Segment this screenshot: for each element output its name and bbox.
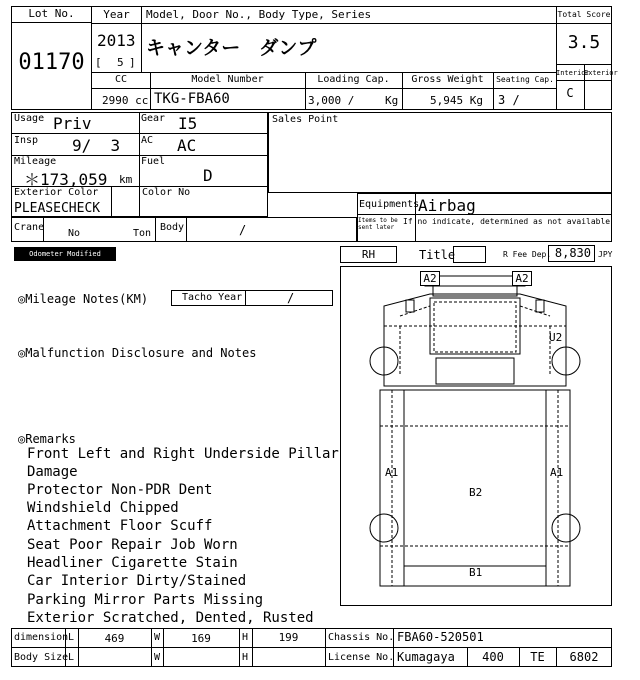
divider: [325, 628, 326, 667]
remark-line: Front Left and Right Underside Pillar: [27, 446, 339, 462]
color-no-label: Color No: [142, 187, 191, 198]
ext-color-label: Exterior Color: [14, 187, 99, 198]
ac-label: AC: [141, 135, 154, 146]
model-name: キャンター ダンプ: [146, 37, 317, 59]
remark-line: Damage: [27, 464, 78, 480]
remark-line: Attachment Floor Scuff: [27, 518, 213, 534]
mileage-unit: km: [119, 173, 133, 186]
model-number: TKG-FBA60: [154, 91, 230, 107]
divider: [111, 186, 112, 217]
year-sub-value: 5: [117, 56, 124, 69]
steering-side: RH: [340, 246, 397, 263]
mark-a2-right: A2: [512, 271, 532, 286]
divider: [151, 628, 152, 667]
title-value-box: [453, 246, 486, 263]
ac-value: AC: [177, 136, 197, 155]
rfee-label: R Fee Dep.: [503, 250, 552, 259]
interior-label: Interior: [556, 69, 590, 77]
rfee-unit: JPY: [598, 250, 613, 259]
cc-value: 2990 cc: [102, 94, 149, 107]
remark-line: Parking Mirror Parts Missing: [27, 592, 264, 608]
size-w-label: W: [154, 652, 161, 663]
items-later-label: Items to be sent later: [358, 217, 398, 231]
divider: [11, 647, 612, 648]
body-label: Body: [160, 222, 185, 233]
tacho-value: /: [287, 291, 295, 305]
sales-point-label: Sales Point: [272, 114, 339, 125]
dim-w-value: 169: [191, 632, 211, 645]
seating-label: Seating Cap.: [496, 75, 554, 84]
title-label: Title: [419, 248, 456, 262]
year-label: Year: [103, 8, 130, 21]
divider: [11, 133, 268, 134]
dimension-label: dimension: [14, 632, 69, 643]
equipments-label: Equipments: [359, 199, 420, 210]
dim-h-label: H: [242, 632, 249, 643]
lot-number: 01170: [18, 50, 85, 75]
divider: [141, 6, 142, 72]
tacho-label: Tacho Year: [182, 292, 243, 303]
seating-value: 3 /: [498, 93, 520, 107]
divider: [186, 217, 187, 242]
rfee-value: 8,830: [548, 245, 595, 262]
interior-score: C: [566, 86, 574, 100]
malfunction-label: ◎Malfunction Disclosure and Notes: [18, 346, 257, 360]
license-label: License No.: [328, 652, 395, 663]
remark-line: Car Interior Dirty/Stained: [27, 573, 247, 589]
remark-line: Windshield Chipped: [27, 500, 179, 516]
fuel-label: Fuel: [141, 156, 166, 167]
remark-line: Protector Non-PDR Dent: [27, 482, 213, 498]
dim-w-label: W: [154, 632, 161, 643]
usage-value: Priv: [53, 114, 92, 133]
cc-label: CC: [114, 74, 128, 85]
year-value: 2013: [97, 31, 136, 50]
model-label: Model, Door No., Body Type, Series: [146, 8, 372, 21]
chassis-label: Chassis No.: [328, 632, 395, 643]
insp-label: Insp: [14, 135, 39, 146]
equipments-value: Airbag: [418, 196, 476, 215]
mark-u2: U2: [549, 331, 563, 344]
items-note: If no indicate, determined as not available: [403, 217, 611, 226]
mileage-notes-label: ◎Mileage Notes(KM): [18, 292, 149, 306]
remarks-label: ◎Remarks: [18, 432, 76, 446]
truck-diagram: [340, 266, 612, 606]
size-l-label: L: [68, 652, 75, 663]
license-kana: TE: [530, 650, 545, 664]
gross-label: Gross Weight: [411, 74, 484, 85]
gear-label: Gear: [141, 113, 166, 124]
mark-b2: B2: [469, 486, 483, 499]
mileage-label: Mileage: [14, 156, 57, 167]
crane-value: No: [68, 228, 81, 239]
mark-a2-left: A2: [420, 271, 440, 286]
remark-line: Exterior Scratched, Dented, Rusted: [27, 610, 314, 626]
year-sub-open: [: [95, 56, 102, 69]
dim-h-value: 199: [278, 631, 299, 644]
year-sub-close: ]: [129, 56, 136, 69]
crane-unit: Ton: [133, 228, 152, 239]
loading-label: Loading Cap.: [317, 74, 390, 85]
exterior-label: Exterior: [584, 69, 618, 77]
mark-a1-right: A1: [550, 466, 564, 479]
body-value: /: [239, 223, 247, 237]
mark-b1: B1: [469, 566, 483, 579]
loading-value: 3,000 /: [308, 94, 355, 107]
remark-line: Headliner Cigarette Stain: [27, 555, 238, 571]
model-number-label: Model Number: [191, 74, 264, 85]
dim-l-value: 469: [104, 632, 125, 645]
mark-a1-left: A1: [385, 466, 399, 479]
mileage-value: ＊173,059: [24, 170, 108, 189]
license-class: 400: [482, 650, 504, 664]
divider: [139, 112, 140, 217]
chassis-no: FBA60-520501: [397, 630, 484, 644]
divider: [245, 290, 246, 306]
ext-color-value: PLEASECHECK: [14, 201, 101, 216]
usage-label: Usage: [14, 113, 45, 124]
body-size-label: Body Size: [14, 652, 69, 663]
insp-value: 9/ 3: [72, 136, 121, 155]
remark-line: Seat Poor Repair Job Worn: [27, 537, 238, 553]
size-h-label: H: [242, 652, 249, 663]
total-score: 3.5: [567, 32, 601, 53]
divider: [155, 217, 156, 242]
license-number: 6802: [569, 650, 599, 664]
dim-l-label: L: [68, 632, 75, 643]
divider: [239, 628, 240, 667]
odometer-badge: Odometer Modified Vehicle: [14, 247, 116, 261]
lot-label: Lot No.: [28, 7, 75, 20]
fuel-value: D: [203, 166, 213, 185]
license-region: Kumagaya: [397, 650, 455, 664]
crane-label: Crane: [14, 222, 45, 233]
total-score-label: Total Score: [557, 10, 611, 19]
gross-value: 5,945 Kg: [430, 94, 483, 107]
gear-value: I5: [178, 114, 198, 133]
loading-unit: Kg: [385, 94, 399, 107]
